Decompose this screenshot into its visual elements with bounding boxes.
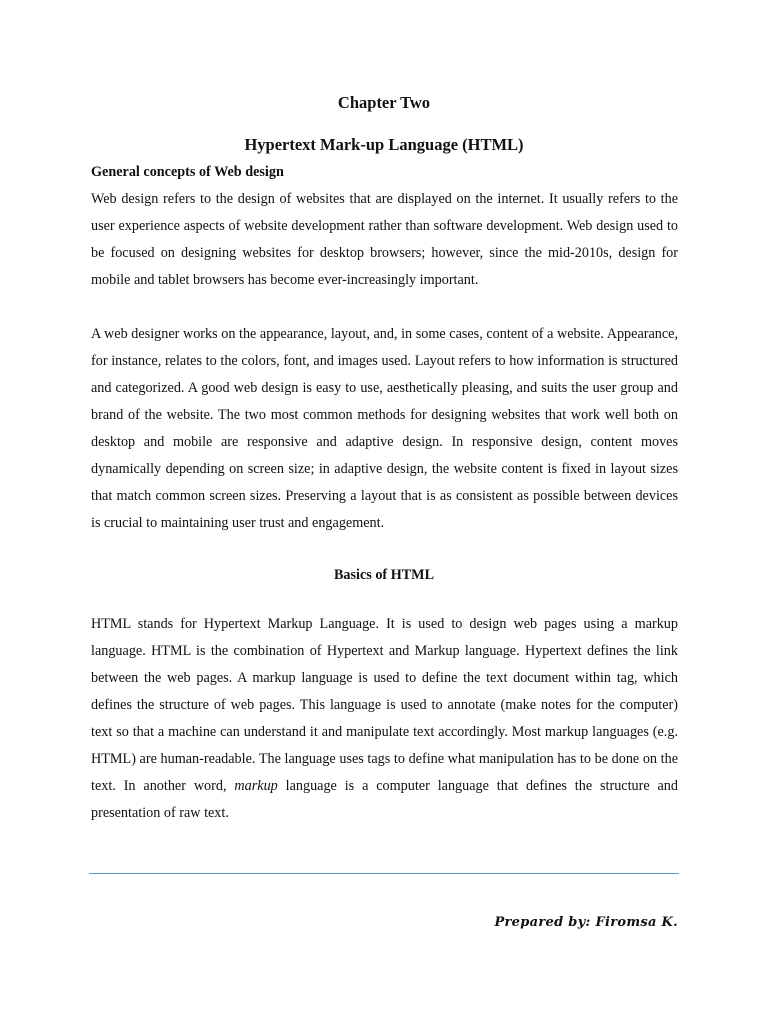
paragraph-web-design-intro: Web design refers to the design of websites that are displayed on the internet. It usually refers to the user experience aspects of website development rather than software development. Web design used to be focused on designing websites for desktop browsers; however, since the mid-2010s, design for mobile and tablet browsers has become ever-increasingly important. <box>91 191 678 288</box>
section-heading-web-design: General concepts of Web design <box>91 164 284 180</box>
emphasis-markup: markup <box>234 778 278 794</box>
paragraph-html-basics <box>91 611 678 827</box>
document-title: Hypertext Mark-up Language (HTML) <box>244 135 524 154</box>
paragraph-web-designer: A web designer works on the appearance, layout, and, in some cases, content of a website. Appearance, for instance, relates to the colors, font, and images used. Layout refers to how information is structured and categorized. A good web design is easy to use, aesthetically pleasing, and suits the user group and brand of the website. The two most common methods for designing websites that work well both on desktop and mobile are responsive and adaptive design. In responsive design, content moves dynamically depending on screen size; in adaptive design, the website content is fixed in layout sizes that match common screen sizes. Preserving a layout that is as consistent as possible between devices is crucial to maintaining user trust and engagement. <box>91 326 678 531</box>
chapter-title: Chapter Two <box>337 93 431 112</box>
section-heading-basics-html: Basics of HTML <box>333 567 435 583</box>
paragraph-html-basics-end: language is a computer language that defines the structure and presentation of raw text. <box>91 778 678 821</box>
footer-prepared-by: Prepared by: Firomsa K. <box>494 915 678 930</box>
footer-divider <box>89 873 679 874</box>
paragraph-html-basics-text: HTML stands for Hypertext Markup Language. It is used to design web pages using a markup language. HTML is the combination of Hypertext and Markup language. Hypertext defines the link between the web pages. A markup language is used to define the text document within tag, which defines the structure of web pages. This language is used to annotate (make notes for the computer) text so that a machine can understand it and manipulate text accordingly. Most markup languages (e.g. HTML) are human-readable. The language uses tags to define what manipulation has to be done on the text. In another word, <box>91 616 678 794</box>
